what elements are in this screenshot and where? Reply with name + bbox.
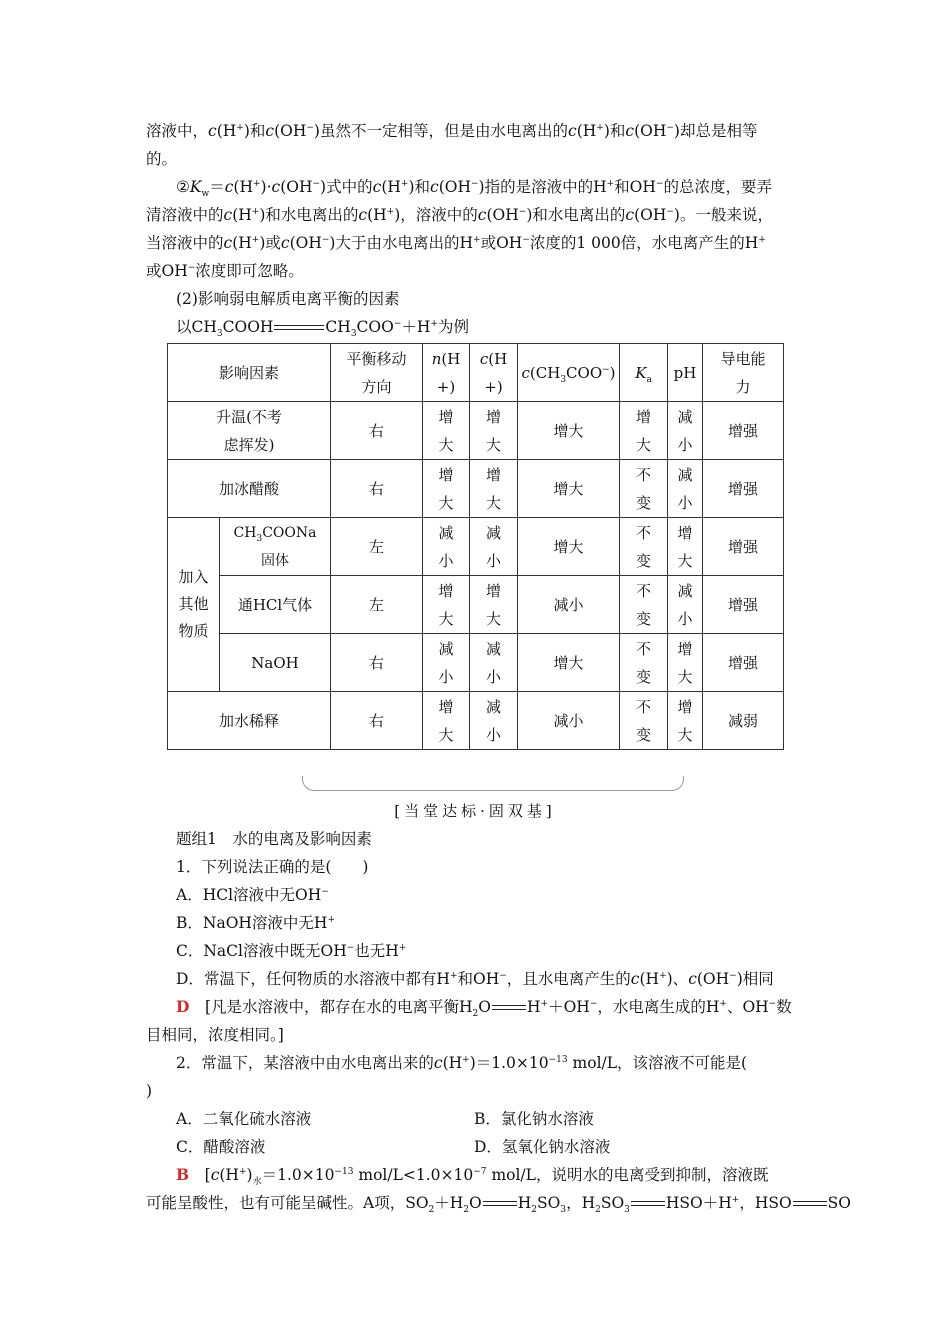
q1-option-a: A．HCl溶液中无OH− xyxy=(176,886,329,904)
row-n: 增 大 xyxy=(423,402,470,460)
header-ph: pH xyxy=(668,344,703,402)
row-direction: 右 xyxy=(331,460,423,518)
row-conductivity: 增强 xyxy=(703,402,784,460)
q1-stem: 1．下列说法正确的是( ) xyxy=(176,858,369,876)
row-c: 减 小 xyxy=(470,634,518,692)
equilibrium-factors-table xyxy=(167,343,784,750)
row-n: 增 大 xyxy=(423,460,470,518)
row-ka: 不 变 xyxy=(620,634,668,692)
row-n: 增 大 xyxy=(423,692,470,750)
row-ph: 减 小 xyxy=(668,576,703,634)
header-ka: $K_a$ xyxy=(620,344,668,402)
equilibrium-arrow-icon xyxy=(492,1004,526,1012)
row-acetate: 增大 xyxy=(518,634,620,692)
q1-answer: D xyxy=(176,997,190,1016)
equilibrium-arrow-icon xyxy=(274,324,324,332)
row-conductivity: 增强 xyxy=(703,634,784,692)
row-n: 减 小 xyxy=(423,518,470,576)
row-factor: 加水稀释 xyxy=(168,692,331,750)
q1-option-b: B．NaOH溶液中无H+ xyxy=(176,914,335,932)
section-bracket xyxy=(302,776,684,791)
row-n: 增 大 xyxy=(423,576,470,634)
q2-explanation-line1: B [$c(H^+)_水=1.0\times 10^{-13}$ mol/$L<1.0\times 10^{-7}$ mol/L，说明水的电离受到抑制，溶液既 xyxy=(176,1165,769,1188)
row-acetate: 减小 xyxy=(518,692,620,750)
equilibrium-arrow-icon xyxy=(483,1200,517,1208)
q2-stem-line2: ) xyxy=(146,1082,153,1100)
section-banner: [当堂达标·固双基] xyxy=(394,802,556,820)
para2-line4: 或OH−浓度即可忽略。 xyxy=(146,262,304,280)
para2-line2: 清溶液中的c(H+)和水电离出的c(H+)，溶液中的c(OH−)和水电离出的c(OH−)。一般来说， xyxy=(146,206,773,224)
q2-option-b: B．氯化钠水溶液 xyxy=(474,1110,594,1128)
para1-line1: 溶液中，c(H+)和c(OH−)虽然不一定相等，但是由水电离出的c(H+)和c(OH−)却总是相等 xyxy=(146,122,758,140)
section2-title: (2)影响弱电解质电离平衡的因素 xyxy=(176,290,400,308)
header-c-acetate: $c(CH_3COO^-)$ xyxy=(518,344,620,402)
row-ph: 增 大 xyxy=(668,634,703,692)
table-row xyxy=(168,576,784,634)
q2-option-a: A．二氧化硫水溶液 xyxy=(176,1110,312,1128)
para2-line1: $②K_w=c(H^+)\cdot c(OH^-)$式中的c(H+)和c(OH−)指的是溶液中的H+和OH−的总浓度，要弄 xyxy=(176,178,772,200)
row-acetate: 增大 xyxy=(518,402,620,460)
q2-stem-line1: 2．常温下，某溶液中由水电离出来的$c(H^+)=1.0\times 10^{-13}$ mol/L，该溶液不可能是( xyxy=(176,1054,748,1072)
q1-option-c: C．NaCl溶液中既无OH−也无H+ xyxy=(176,942,407,960)
q1-explanation-line2: 目相同，浓度相同。] xyxy=(146,1026,284,1044)
row-acetate: 增大 xyxy=(518,518,620,576)
header-c-h: c(H +) xyxy=(470,344,518,402)
row-factor: NaOH xyxy=(220,634,331,692)
q2-option-d: D．氢氧化钠水溶液 xyxy=(474,1138,611,1156)
row-acetate: 增大 xyxy=(518,460,620,518)
row-acetate: 减小 xyxy=(518,576,620,634)
row-ph: 减 小 xyxy=(668,402,703,460)
row-direction: 右 xyxy=(331,692,423,750)
row-c: 增 大 xyxy=(470,402,518,460)
row-conductivity: 增强 xyxy=(703,518,784,576)
table-row xyxy=(168,460,784,518)
row-direction: 右 xyxy=(331,402,423,460)
header-direction: 平衡移动 方向 xyxy=(331,344,423,402)
row-n: 减 小 xyxy=(423,634,470,692)
header-n-h: n(H +) xyxy=(423,344,470,402)
group-label: 加入 其他 物质 xyxy=(168,518,220,692)
section2-equation: 以$CH_3COOH$ $CH_3COO^-+H^+$为例 xyxy=(176,318,469,340)
table-row xyxy=(168,518,784,576)
row-factor: 加冰醋酸 xyxy=(168,460,331,518)
equilibrium-arrow-icon xyxy=(793,1200,827,1208)
row-ka: 不 变 xyxy=(620,576,668,634)
row-ka: 不 变 xyxy=(620,460,668,518)
row-c: 增 大 xyxy=(470,460,518,518)
row-conductivity: 增强 xyxy=(703,460,784,518)
para1-line2: 的。 xyxy=(146,150,178,168)
q1-option-d: D．常温下，任何物质的水溶液中都有H+和OH−，且水电离产生的c(H+)、c(OH−)相同 xyxy=(176,970,774,988)
row-ka: 不 变 xyxy=(620,518,668,576)
row-ka: 增 大 xyxy=(620,402,668,460)
q1-explanation-line1: D [凡是水溶液中，都存在水的电离平衡$H_2O$ H+＋OH−，水电离生成的H+、OH−数 xyxy=(176,997,792,1020)
table-header-row xyxy=(168,344,784,402)
row-conductivity: 减弱 xyxy=(703,692,784,750)
row-c: 增 大 xyxy=(470,576,518,634)
row-c: 减 小 xyxy=(470,692,518,750)
q2-answer: B xyxy=(176,1165,190,1184)
header-factor: 影响因素 xyxy=(168,344,331,402)
q2-option-c: C．醋酸溶液 xyxy=(176,1138,266,1156)
group1-title: 题组1 水的电离及影响因素 xyxy=(176,830,372,848)
row-factor: $CH_3COONa$ 固体 xyxy=(220,518,331,576)
row-ka: 不 变 xyxy=(620,692,668,750)
row-factor: 通HCl气体 xyxy=(220,576,331,634)
table-row xyxy=(168,634,784,692)
row-direction: 左 xyxy=(331,518,423,576)
para2-line3: 当溶液中的c(H+)或c(OH−)大于由水电离出的H+或OH−浓度的1 000倍，水电离产生的H+ xyxy=(146,234,766,252)
table-row xyxy=(168,692,784,750)
row-direction: 左 xyxy=(331,576,423,634)
row-conductivity: 增强 xyxy=(703,576,784,634)
row-c: 减 小 xyxy=(470,518,518,576)
equilibrium-arrow-icon xyxy=(631,1200,665,1208)
row-ph: 增 大 xyxy=(668,518,703,576)
row-ph: 增 大 xyxy=(668,692,703,750)
row-ph: 减 小 xyxy=(668,460,703,518)
header-conductivity: 导电能 力 xyxy=(703,344,784,402)
row-factor: 升温(不考 虑挥发) xyxy=(168,402,331,460)
q2-explanation-line2: 可能呈酸性，也有可能呈碱性。A项，$SO_2+H_2O$ $H_2SO_3$，$H_2SO_3$ HSO＋H+，HSO SO xyxy=(146,1194,851,1216)
row-direction: 右 xyxy=(331,634,423,692)
table-row xyxy=(168,402,784,460)
